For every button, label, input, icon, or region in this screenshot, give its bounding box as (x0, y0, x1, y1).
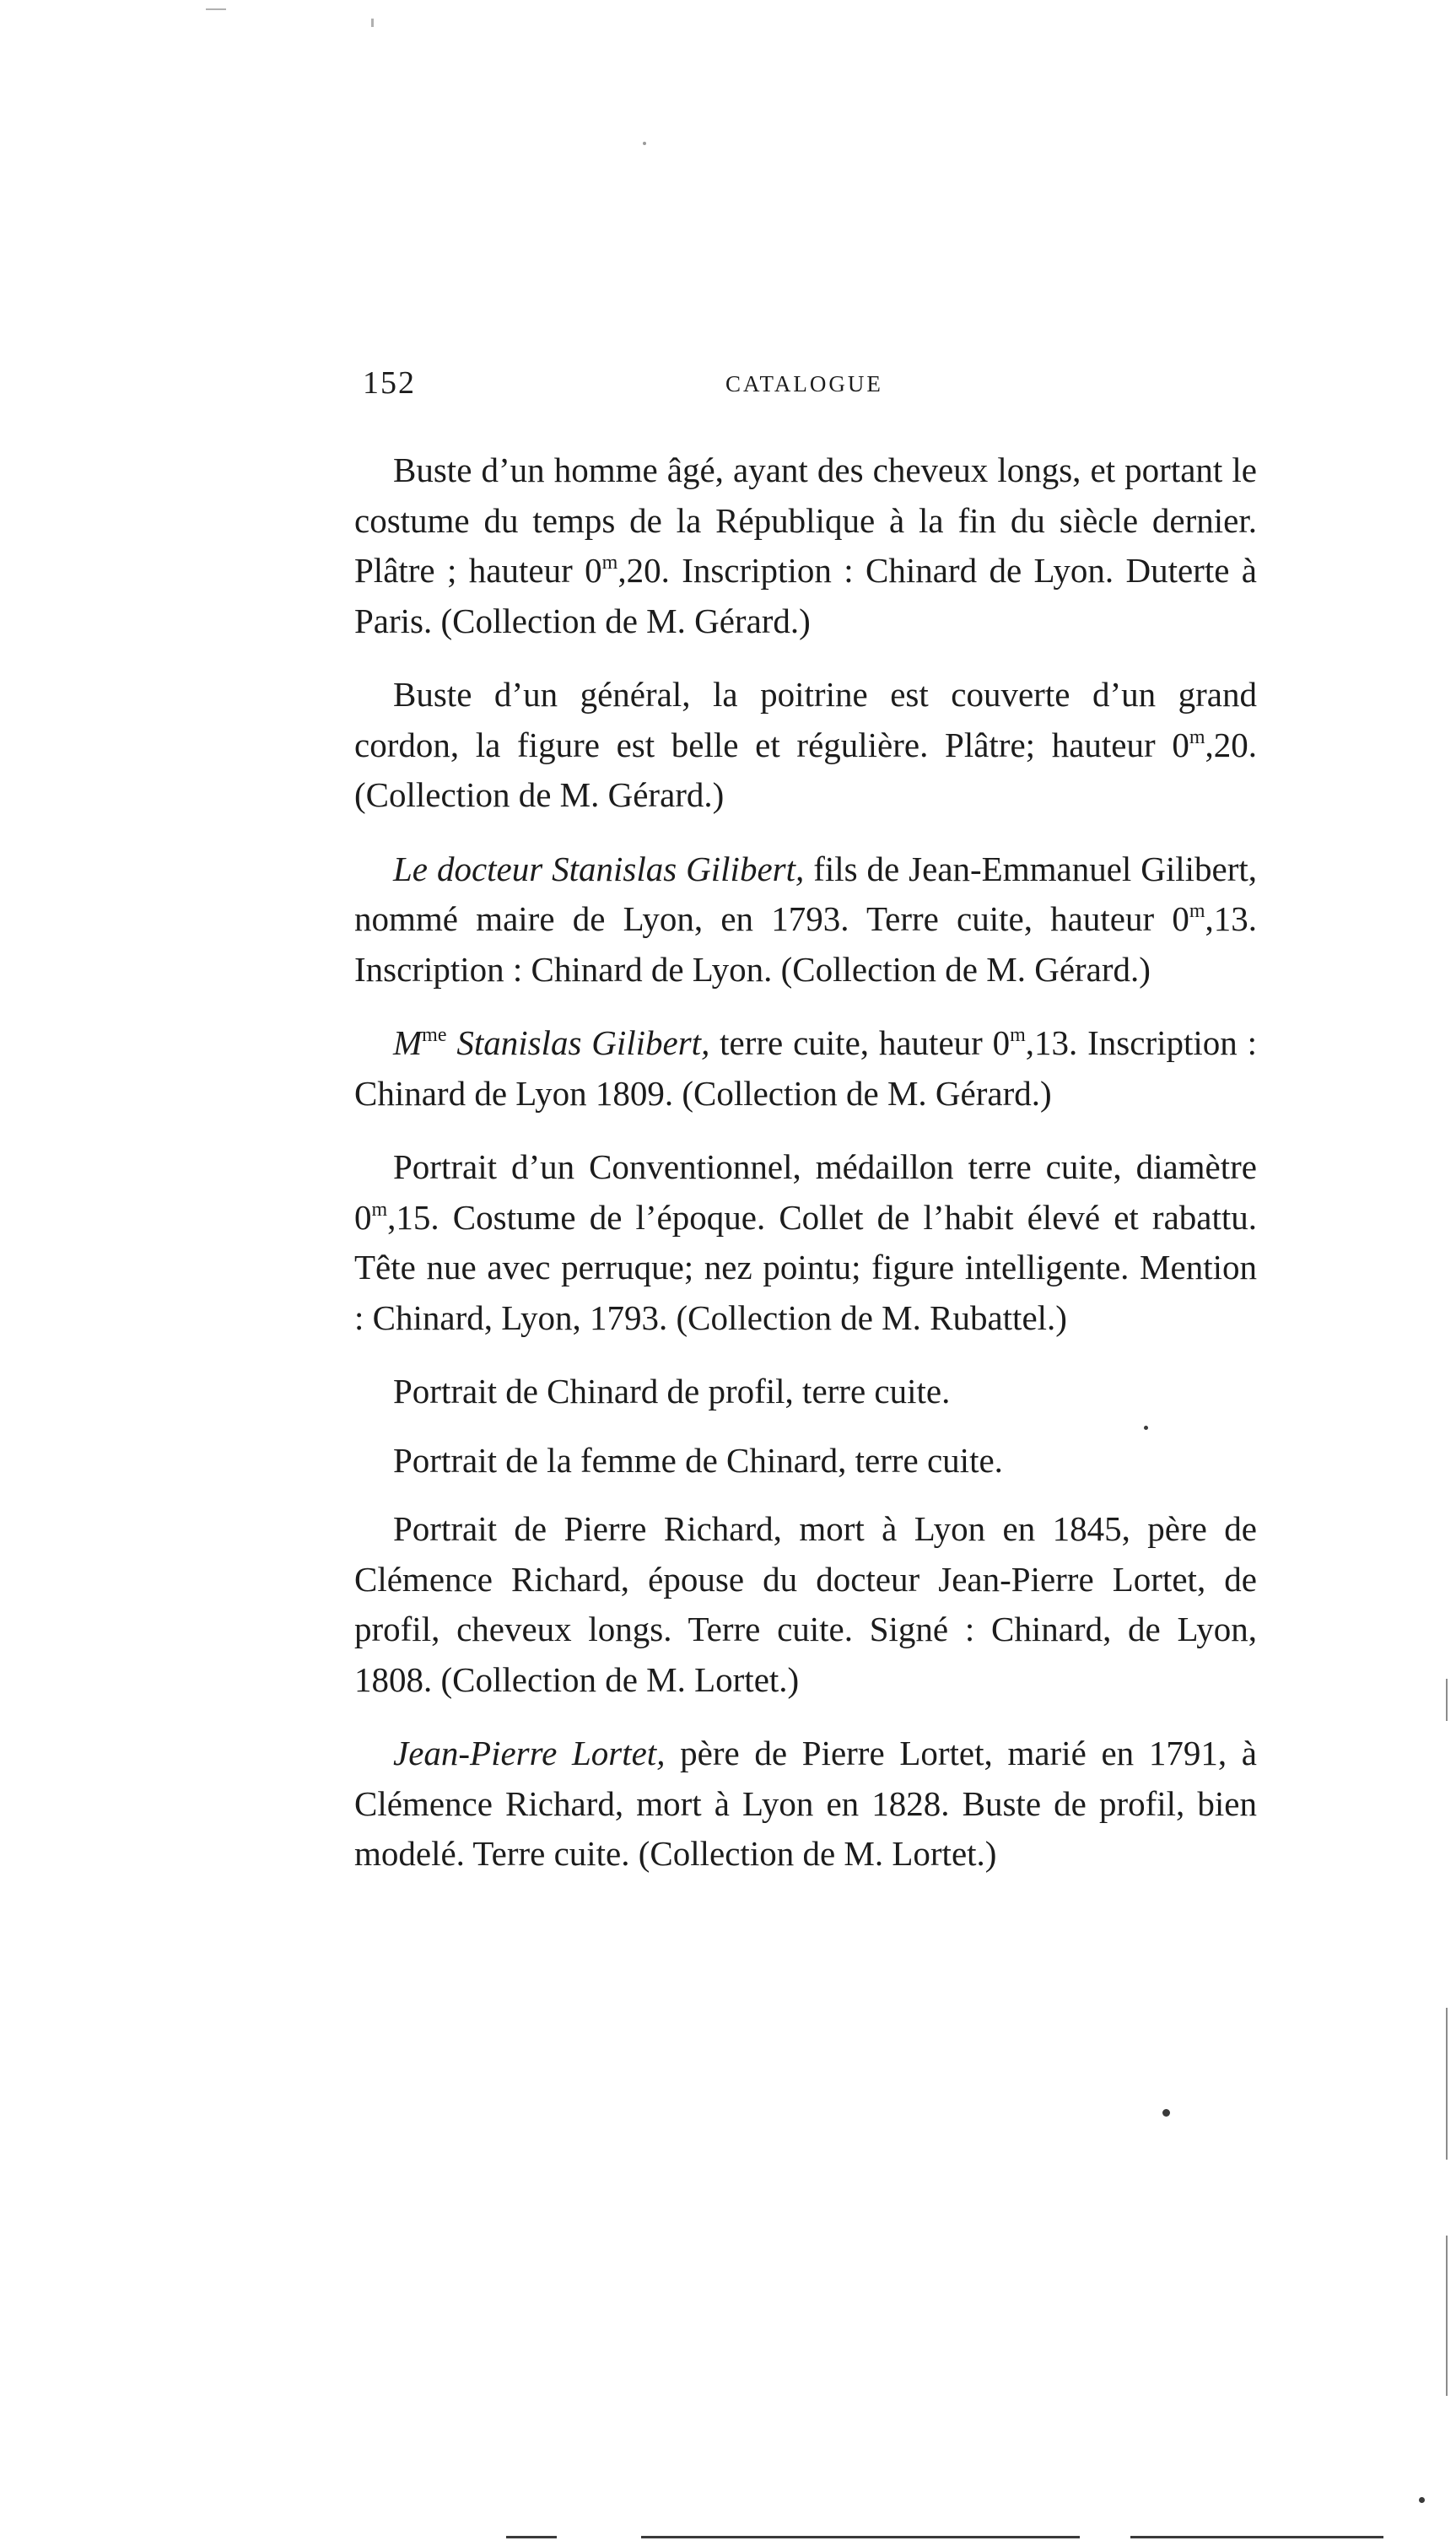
top-scan-mark (371, 19, 374, 27)
entry-text: terre cuite, hauteur 0 (709, 1023, 1011, 1062)
entry-text: père de Pierre Lortet, marié en 1791, à Clémence Richard, mort à Lyon en 1828. Buste de profil, bien modelé. Terre cuite. (Collection de M. Lortet.) (354, 1734, 1257, 1873)
top-scan-mark (206, 8, 226, 10)
catalogue-entry-9 (354, 1729, 1257, 1880)
catalogue-entry-8 (354, 1504, 1257, 1705)
catalogue-entry-1 (354, 445, 1257, 646)
title-superscript: me (422, 1024, 447, 1046)
speck (1419, 2497, 1425, 2503)
entry-text: ,20. Inscription : Chinard de Lyon. Duterte à Paris. (Collection de M. Gérard.) (354, 551, 1258, 640)
unit-superscript: m (371, 1198, 388, 1221)
entry-text: Portrait de Pierre Richard, mort à Lyon en 1845, père de Clémence Richard, épouse du docteur Jean-Pierre Lortet, de profil, cheveux longs. Terre cuite. Signé : Chinard, de Lyon, 1808. (Collection de M. Lortet.) (354, 1509, 1257, 1699)
right-margin-edge (1446, 1679, 1448, 1721)
catalogue-entry-5 (354, 1142, 1257, 1343)
right-margin-edge (1446, 2236, 1448, 2396)
entry-text: Buste d’un général, la poitrine est couverte d’un grand cordon, la figure est belle et régulière. Plâtre; hauteur 0 (354, 675, 1257, 764)
unit-superscript: m (1189, 726, 1205, 748)
catalogue-entry-2 (354, 670, 1257, 821)
entry-text: Portrait d’un Conventionnel, médaillon terre cuite, diamètre 0 (354, 1147, 1257, 1237)
unit-superscript: m (601, 552, 618, 574)
bottom-scan-rule (506, 2536, 557, 2538)
entry-text: fils de Jean-Emmanuel Gilibert, nommé maire de Lyon, en 1793. Terre cuite, hauteur 0 (354, 849, 1258, 938)
speck (1162, 2109, 1170, 2117)
entry-text: ,13. Inscription : Chinard de Lyon. (Collection de M. Gérard.) (354, 899, 1257, 989)
catalogue-entry-3 (354, 844, 1257, 995)
catalogue-entry-6 (354, 1367, 1257, 1417)
entry-title: Jean-Pierre Lortet, (393, 1734, 666, 1772)
entry-title: Stanislas Gilibert, (446, 1023, 710, 1062)
entry-text: Portrait de Chinard de profil, terre cuite. (393, 1372, 951, 1411)
entry-text: ,13. Inscription : Chinard de Lyon 1809. (Collection de M. Gérard.) (354, 1023, 1257, 1113)
bottom-scan-rule (641, 2536, 1080, 2538)
entry-text: Portrait de la femme de Chinard, terre cuite. (393, 1440, 1003, 1480)
unit-superscript: m (1189, 900, 1205, 922)
unit-superscript: m (1010, 1024, 1026, 1046)
entry-text: ,15. Costume de l’époque. Collet de l’habit élevé et rabattu. Tête nue avec perruque; nez pointu; figure intelligente. Mention : Chinard, Lyon, 1793. (Collection de M. Rubattel.) (354, 1197, 1257, 1337)
catalogue-text (354, 445, 1257, 1903)
catalogue-entry-7 (354, 1436, 1257, 1486)
entry-title-prefix: M (393, 1023, 423, 1062)
page-number: 152 (363, 365, 416, 401)
running-title: CATALOGUE (725, 371, 883, 396)
entry-text: ,20. (Collection de M. Gérard.) (354, 725, 1257, 814)
right-margin-edge (1446, 2008, 1448, 2160)
speck (1144, 1426, 1148, 1430)
catalogue-entry-4 (354, 1018, 1257, 1119)
running-head (354, 364, 1257, 415)
entry-title: Le docteur Stanislas Gilibert, (393, 849, 805, 888)
speck (643, 142, 646, 145)
entry-text: Buste d’un homme âgé, ayant des cheveux longs, et portant le costume du temps de la République à la fin du siècle dernier. Plâtre ; hauteur 0 (354, 450, 1257, 590)
bottom-scan-rule (1130, 2536, 1383, 2538)
